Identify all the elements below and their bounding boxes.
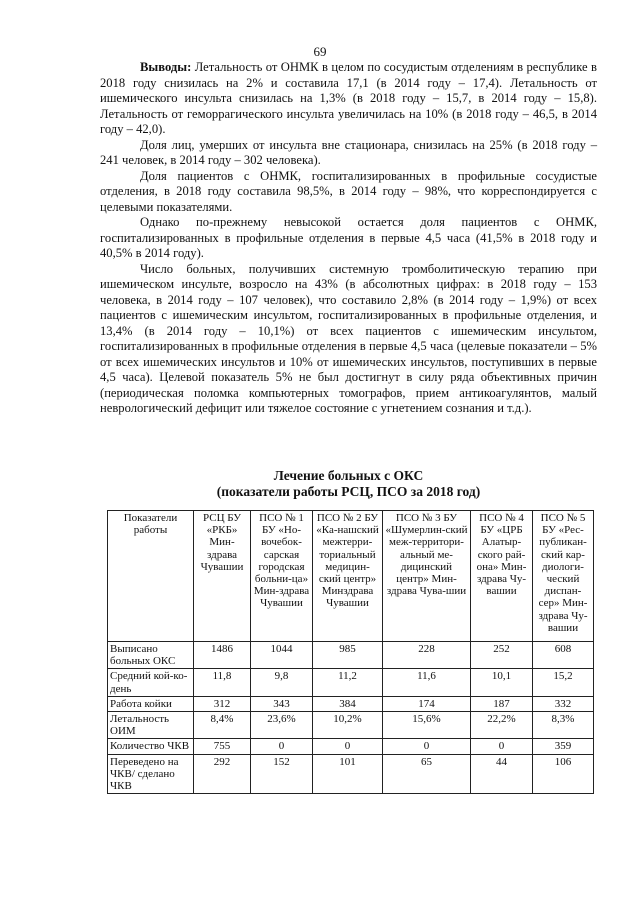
table-cell: 44	[471, 754, 533, 794]
table-header: Показатели работы	[108, 511, 194, 642]
table-cell: 252	[471, 642, 533, 669]
table-cell: 23,6%	[251, 712, 313, 739]
table-cell: 15,2	[533, 669, 594, 696]
table-cell: 10,2%	[313, 712, 383, 739]
table-row	[108, 696, 594, 711]
table-cell: 22,2%	[471, 712, 533, 739]
table-cell: 0	[251, 739, 313, 754]
table-cell: 384	[313, 696, 383, 711]
table-title	[100, 468, 597, 500]
row-label: Количество ЧКВ	[108, 739, 194, 754]
table-header: РСЦ БУ «РКБ» Мин-здрава Чувашии	[194, 511, 251, 642]
table-cell: 8,4%	[194, 712, 251, 739]
table-cell: 8,3%	[533, 712, 594, 739]
table-cell: 15,6%	[383, 712, 471, 739]
table-cell: 228	[383, 642, 471, 669]
table-cell: 343	[251, 696, 313, 711]
paragraph: Доля лиц, умерших от инсульта вне стационара, снизилась на 25% (в 2018 году – 241 человек, в 2014 году – 302 человека).	[100, 137, 597, 167]
table-cell: 1486	[194, 642, 251, 669]
table-row	[108, 739, 594, 754]
table-cell: 106	[533, 754, 594, 794]
table-cell: 312	[194, 696, 251, 711]
table-cell: 0	[383, 739, 471, 754]
table-header: ПСО № 1 БУ «Но-вочебок-сарская городская больни-ца» Мин-здрава Чувашии	[251, 511, 313, 642]
table-cell: 359	[533, 739, 594, 754]
table-cell: 65	[383, 754, 471, 794]
table-cell: 174	[383, 696, 471, 711]
paragraph: Доля пациентов с ОНМК, госпитализированных в профильные сосудистые отделения, в 2018 году составила 98,5%, в 2014 году – 98%, что корреспондируется с целевыми показателями.	[100, 168, 597, 214]
table-cell: 101	[313, 754, 383, 794]
table-cell: 755	[194, 739, 251, 754]
table-title-line1: Лечение больных с ОКС	[273, 468, 424, 483]
table-cell: 332	[533, 696, 594, 711]
table-header-row	[108, 511, 594, 642]
table-cell: 152	[251, 754, 313, 794]
table-cell: 608	[533, 642, 594, 669]
table-cell: 11,8	[194, 669, 251, 696]
page-number: 69	[313, 44, 327, 59]
table-header: ПСО № 5 БУ «Рес-публикан-ский кар-диологи-ческий диспан-сер» Мин-здрава Чу-вашии	[533, 511, 594, 642]
row-label: Переведено на ЧКВ/ сделано ЧКВ	[108, 754, 194, 794]
oks-table	[107, 510, 594, 794]
paragraph: Однако по-прежнему невысокой остается доля пациентов с ОНМК, госпитализированных в профильные отделения в первые 4,5 часа (41,5% в 2018 году и 40,5% в 2014 году).	[100, 215, 597, 260]
table-header: ПСО № 2 БУ «Ка-нашский межтерри-ториальный медицин-ский центр» Минздрава Чувашии	[313, 511, 383, 642]
table-cell: 11,2	[313, 669, 383, 696]
table-cell: 0	[471, 739, 533, 754]
table-cell: 11,6	[383, 669, 471, 696]
table-row	[108, 669, 594, 696]
row-label: Выписано больных ОКС	[108, 642, 194, 669]
table-cell: 985	[313, 642, 383, 669]
table-cell: 10,1	[471, 669, 533, 696]
row-label: Летальность ОИМ	[108, 712, 194, 739]
table-cell: 9,8	[251, 669, 313, 696]
body-text	[100, 60, 597, 417]
paragraph: Число больных, получивших системную тромболитическую терапию при ишемическом инсульте, возросло на 43% (в абсолютных цифрах: в 2018 году – 153 человека, в 2014 году – 107 человек), что составило 2,8% (в 2014 году – 1,9%) от всех пациентов с ишемическим инсультом, госпитализированных в профильные отделения, и 13,4% (в 2014 году – 10,1%) от всех пациентов с ишемическим инсультом, госпитализированных в профильные отделения в первые 4,5 часа (целевые показатели – 5% от всех ишемических инсультов и 10% от ишемических инсультов, поступивших в первые 4,5 часа). Целевой показатель 5% не был достигнут в силу ряда объективных причин (периодическая поломка компьютерных томографов, прием антикоагулянтов, малый неврологический дефицит или тяжелое состояние с угнетением сознания и т.д.).	[100, 261, 597, 415]
table-header: ПСО № 3 БУ «Шумерлин-ский меж-территори-альный ме-дицинский центр» Мин-здрава Чува-шии	[383, 511, 471, 642]
paragraph-text: Летальность от ОНМК в целом по сосудистым отделениям в республике в 2018 году снизилась на 2% и составила 17,1 (в 2014 году – 17,4). Летальность от ишемического инсульта снизилась на 1,3% (в 2018 году – 15,7, в 2014 году – 15,8). Летальность от геморрагического инсульта увеличилась на 10% (в 2018 году – 46,5, в 2014 году – 42,0).	[100, 60, 597, 136]
table-row	[108, 712, 594, 739]
table-cell: 292	[194, 754, 251, 794]
paragraph-conclusions	[100, 60, 597, 138]
table-cell: 1044	[251, 642, 313, 669]
table-row	[108, 642, 594, 669]
table-cell: 0	[313, 739, 383, 754]
conclusions-lead: Выводы:	[140, 60, 192, 74]
table-cell: 187	[471, 696, 533, 711]
table-row	[108, 754, 594, 794]
table-header: ПСО № 4 БУ «ЦРБ Алатыр-ского рай-она» Мин-здрава Чу-вашии	[471, 511, 533, 642]
row-label: Средний кой-ко-день	[108, 669, 194, 696]
table-title-line2: (показатели работы РСЦ, ПСО за 2018 год)	[216, 484, 481, 499]
row-label: Работа койки	[108, 696, 194, 711]
